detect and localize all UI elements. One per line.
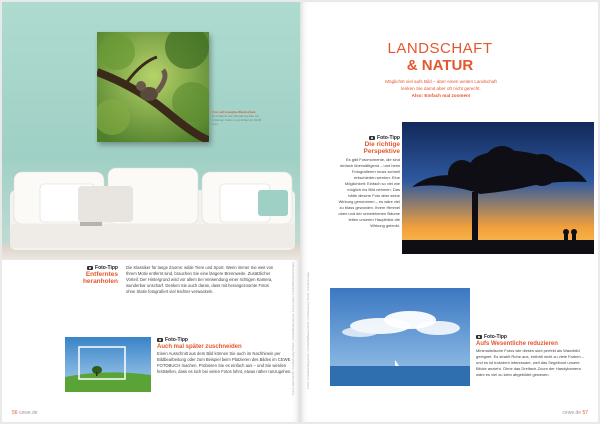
left-footer bbox=[12, 410, 38, 416]
section-title bbox=[370, 40, 510, 74]
rtip1-badge: Foto-Tipp bbox=[377, 135, 400, 141]
right-footer bbox=[562, 410, 588, 416]
right-page-number: 57 bbox=[582, 410, 588, 416]
camera-icon bbox=[87, 266, 93, 270]
camera-icon bbox=[369, 136, 375, 140]
right-page bbox=[300, 2, 598, 422]
intro-text bbox=[352, 78, 530, 99]
sunset-tree-photo bbox=[402, 122, 594, 254]
title-line-1: LANDSCHAFT bbox=[387, 40, 493, 57]
tip-entferntes bbox=[72, 265, 282, 295]
tip1-body: Die Klassiker für lange Zooms: wilde Tiere und Sport. Wenn immer Sie weit von Ihrem Motiv entfernt sind, brauchen Sie eine längere Brennweite. Zusätzlicher Vorteil: Der Hintergrund wird vor allem bei Verwendung einer richtigen Kamera, wunderbar unscharf. Denken Sie auch daran, dass mit herangezoomte Fotos ohne Stativ fotografiert viel leichter verwackeln. bbox=[126, 265, 274, 294]
living-room-photo bbox=[2, 2, 300, 260]
left-credit: Fotos oben/rechts: Fotolia/Lucky.Charm, Fotolia/Klostermann; Fotos unten: Fotolia/Bernhard Schaer bbox=[291, 262, 295, 396]
rtip2-body: Minimalistische Fotos wie dieses sind perfekt als Wandbild geeignet. Es strahlt Ruhe aus, enthält nicht zu viele Farben – und es ist trotzdem interessant, weil das Segelboot unsere Blicke anzieht. Ohne das Dreifach-Zoom der Handykamera wäre es viel zu klein abgebildet gewesen. bbox=[476, 348, 585, 377]
sailboat-sea-photo bbox=[330, 288, 470, 386]
camera-icon bbox=[476, 335, 482, 339]
wall-caption-title: Foto auf brauglas-Wandschale bbox=[212, 110, 256, 114]
rtip1-heading-1: Die richtige bbox=[364, 141, 400, 148]
tip2-heading: Auch mal später zuschneiden bbox=[157, 344, 242, 350]
tip-wesentliche bbox=[476, 334, 590, 378]
tip1-heading-2: heranholen bbox=[82, 278, 118, 285]
rtip2-badge: Foto-Tipp bbox=[484, 334, 507, 340]
crop-example-image bbox=[65, 337, 151, 392]
left-page-number: 56 bbox=[12, 410, 18, 416]
rtip1-heading-2: Perspektive bbox=[363, 148, 400, 155]
left-page bbox=[2, 2, 300, 422]
intro-line-2: lenken Sie damit aber oft nicht gerecht. bbox=[401, 86, 481, 91]
tip-zuschneiden bbox=[157, 337, 292, 375]
wall-caption bbox=[212, 110, 262, 126]
title-line-2: & NATUR bbox=[406, 57, 474, 74]
squirrel-canvas-print bbox=[97, 32, 209, 142]
right-site: cewe.de bbox=[562, 410, 582, 416]
white-sofa bbox=[10, 162, 295, 254]
magazine-spread bbox=[2, 2, 598, 422]
tip2-badge: Foto-Tipp bbox=[165, 337, 188, 343]
camera-icon bbox=[157, 338, 163, 342]
wall-caption-text: Hochglänzende Wandfotografie mit brillanten Farben und Effekt ab 49,95 Euro bbox=[212, 114, 262, 126]
left-site: cewe.de bbox=[18, 410, 38, 416]
intro-line-3: Also: Einfach mal zoomen! bbox=[411, 93, 471, 98]
rtip1-body: Es gibt Fotomomente, die sind einfach überwältigend – und beim Fotografieren muss schnell entschieden werden: Eine Möglichkeit: Einfach so viel wie möglich ins Bild nehmen. Das hätte diesem Foto aber seine Wirkung genommen – es wäre viel zu blass geworden. Ihrem Himmel oben und der unbelebenen Bäume leiten unseren Hauptblick die Wirkung gelenkt. bbox=[338, 157, 400, 228]
rtip2-heading: Aufs Wesentliche reduzieren bbox=[476, 341, 558, 347]
tip1-badge: Foto-Tipp bbox=[95, 265, 118, 271]
right-credit: Fotos: Fotolia/drubig-photo, Fotolia/Raffaela Olivier; Fotolia/Jenny Sturm; Fotolia/Trasgo bbox=[306, 272, 310, 389]
tip-perspektive bbox=[338, 135, 400, 229]
intro-line-1: Möglichst viel aufs Bild – aber einen weiten Landschaft bbox=[385, 79, 497, 84]
tip2-body: Einen Ausschnitt aus dem Bild können Sie auch im Nachhinein per Bildbearbeitung oder zum Beispiel beim Platzieren des Bildes im CEWE FOTOBUCH machen. Probieren Sie es einfach aus – und Sie werden feststellen, dass es sich bei vielen Fotos lohnt, etwas näher ranzugehen. bbox=[157, 351, 292, 374]
tip1-heading-1: Entferntes bbox=[85, 271, 118, 278]
